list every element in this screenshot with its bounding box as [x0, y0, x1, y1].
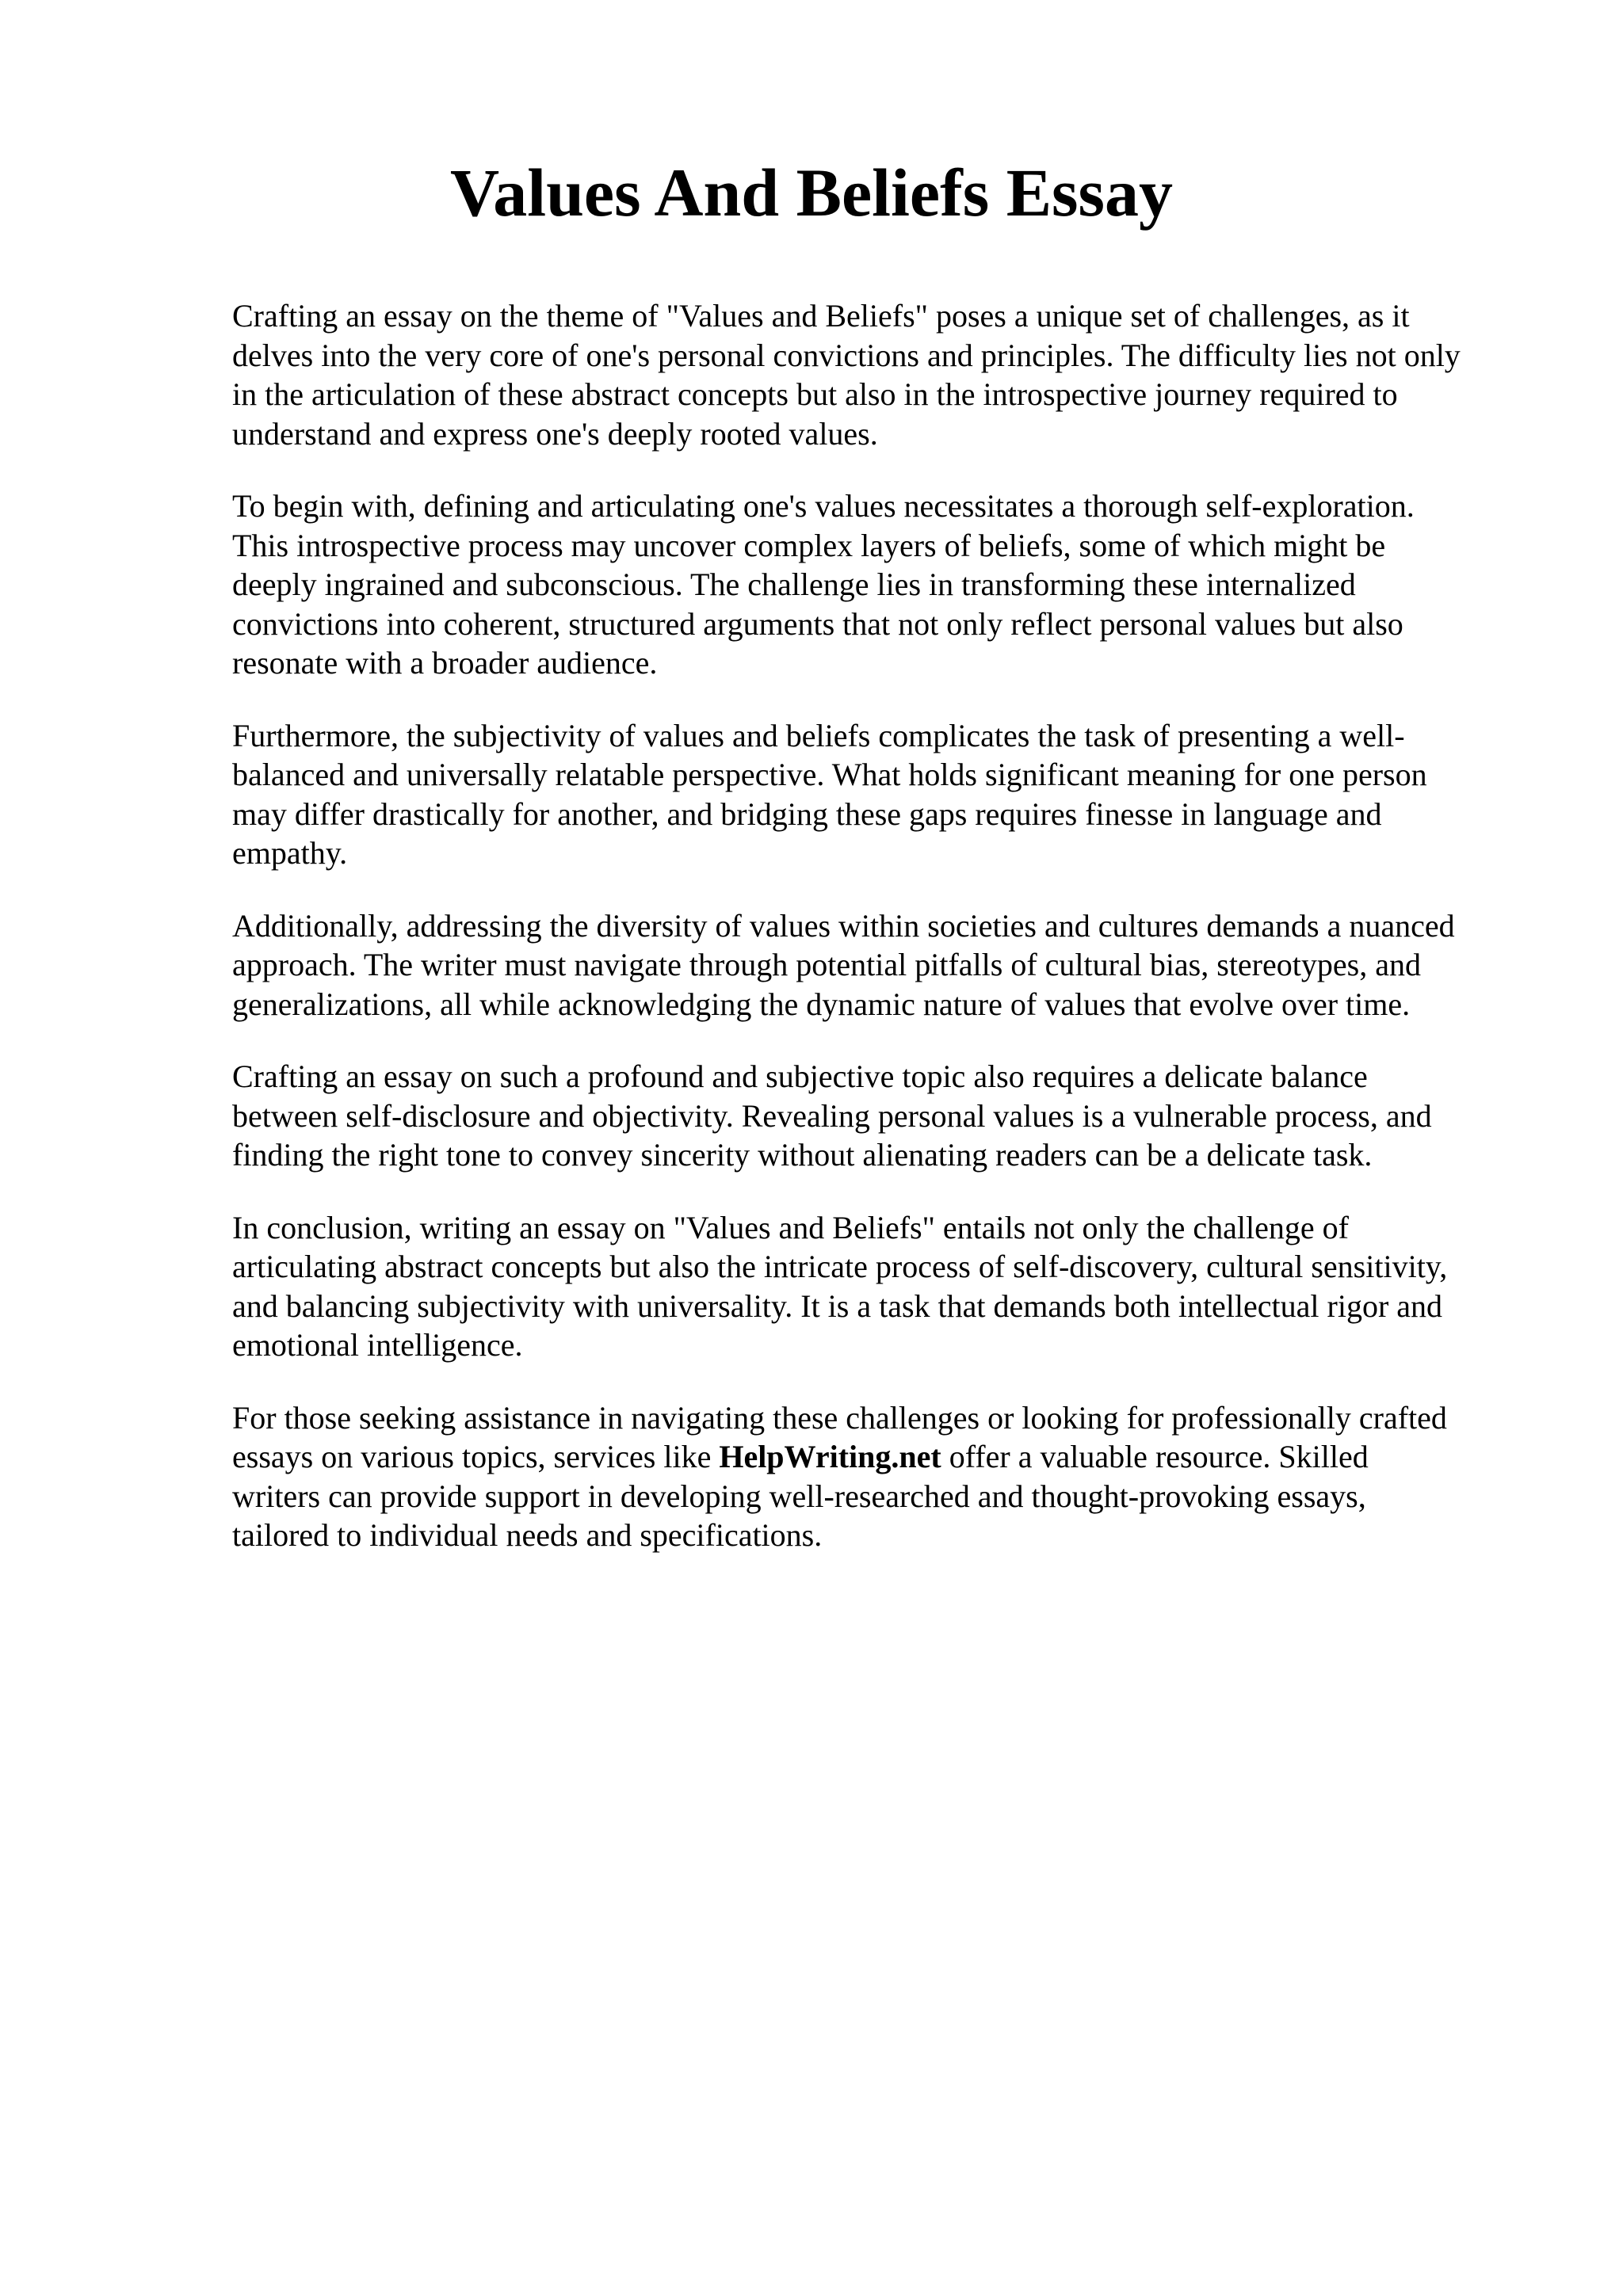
text-line: tailored to individual needs and specifications. — [232, 1517, 823, 1553]
text-line: resonate with a broader audience. — [232, 645, 658, 681]
text-line — [232, 1437, 1512, 1477]
text-line: Furthermore, the subjectivity of values and beliefs complicates the task of presenting a well- — [232, 717, 1405, 753]
paragraph-5 — [232, 1057, 1512, 1175]
paragraph-1 — [232, 296, 1512, 453]
text-line: may differ drastically for another, and bridging these gaps requires finesse in language and — [232, 795, 1382, 832]
essay-body — [232, 296, 1512, 1589]
text-line: in the articulation of these abstract concepts but also in the introspective journey required to — [232, 376, 1398, 412]
text-line: emotional intelligence. — [232, 1327, 523, 1363]
text-line: convictions into coherent, structured arguments that not only reflect personal values but also — [232, 605, 1403, 642]
text-line: delves into the very core of one's personal convictions and principles. The difficulty lies not only — [232, 337, 1461, 373]
text-line: To begin with, defining and articulating one's values necessitates a thorough self-exploration. — [232, 488, 1415, 524]
closing-paragraph — [232, 1398, 1512, 1555]
paragraph-4 — [232, 906, 1512, 1024]
text-line: finding the right tone to convey sincerity without alienating readers can be a delicate task. — [232, 1137, 1373, 1173]
text-line: writers can provide support in developing well-researched and thought-provoking essays, — [232, 1478, 1366, 1514]
text-line: Additionally, addressing the diversity of values within societies and cultures demands a nuanced — [232, 907, 1455, 944]
text-line: articulating abstract concepts but also the intricate process of self-discovery, cultural sensitivity, — [232, 1249, 1448, 1284]
text-line: Crafting an essay on such a profound and subjective topic also requires a delicate balance — [232, 1058, 1368, 1094]
text-line: balanced and universally relatable perspective. What holds significant meaning for one person — [232, 757, 1427, 792]
text-line: generalizations, all while acknowledging the dynamic nature of values that evolve over time. — [232, 986, 1411, 1022]
text-segment: essays on various topics, services like — [232, 1439, 720, 1474]
text-line: For those seeking assistance in navigating these challenges or looking for professionally crafted — [232, 1399, 1447, 1436]
paragraph-6 — [232, 1208, 1512, 1365]
text-line: and balancing subjectivity with universality. It is a task that demands both intellectual rigor and — [232, 1287, 1443, 1324]
brand-name: HelpWriting.net — [719, 1439, 941, 1474]
text-line: This introspective process may uncover complex layers of beliefs, some of which might be — [232, 527, 1386, 563]
text-line: understand and express one's deeply rooted values. — [232, 415, 878, 452]
text-line: deeply ingrained and subconscious. The challenge lies in transforming these internalized — [232, 566, 1356, 602]
paragraph-3 — [232, 716, 1512, 873]
text-line: Crafting an essay on the theme of "Values and Beliefs" poses a unique set of challenges, as it — [232, 298, 1410, 334]
text-segment: offer a valuable resource. Skilled — [941, 1439, 1369, 1474]
essay-title: Values And Beliefs Essay — [450, 154, 1173, 231]
text-line: approach. The writer must navigate through potential pitfalls of cultural bias, stereotypes, and — [232, 947, 1421, 982]
paragraph-2 — [232, 486, 1512, 683]
text-line: empathy. — [232, 835, 348, 871]
text-line: In conclusion, writing an essay on "Values and Beliefs" entails not only the challenge of — [232, 1209, 1349, 1245]
text-line: between self-disclosure and objectivity. Revealing personal values is a vulnerable process, and — [232, 1097, 1432, 1134]
